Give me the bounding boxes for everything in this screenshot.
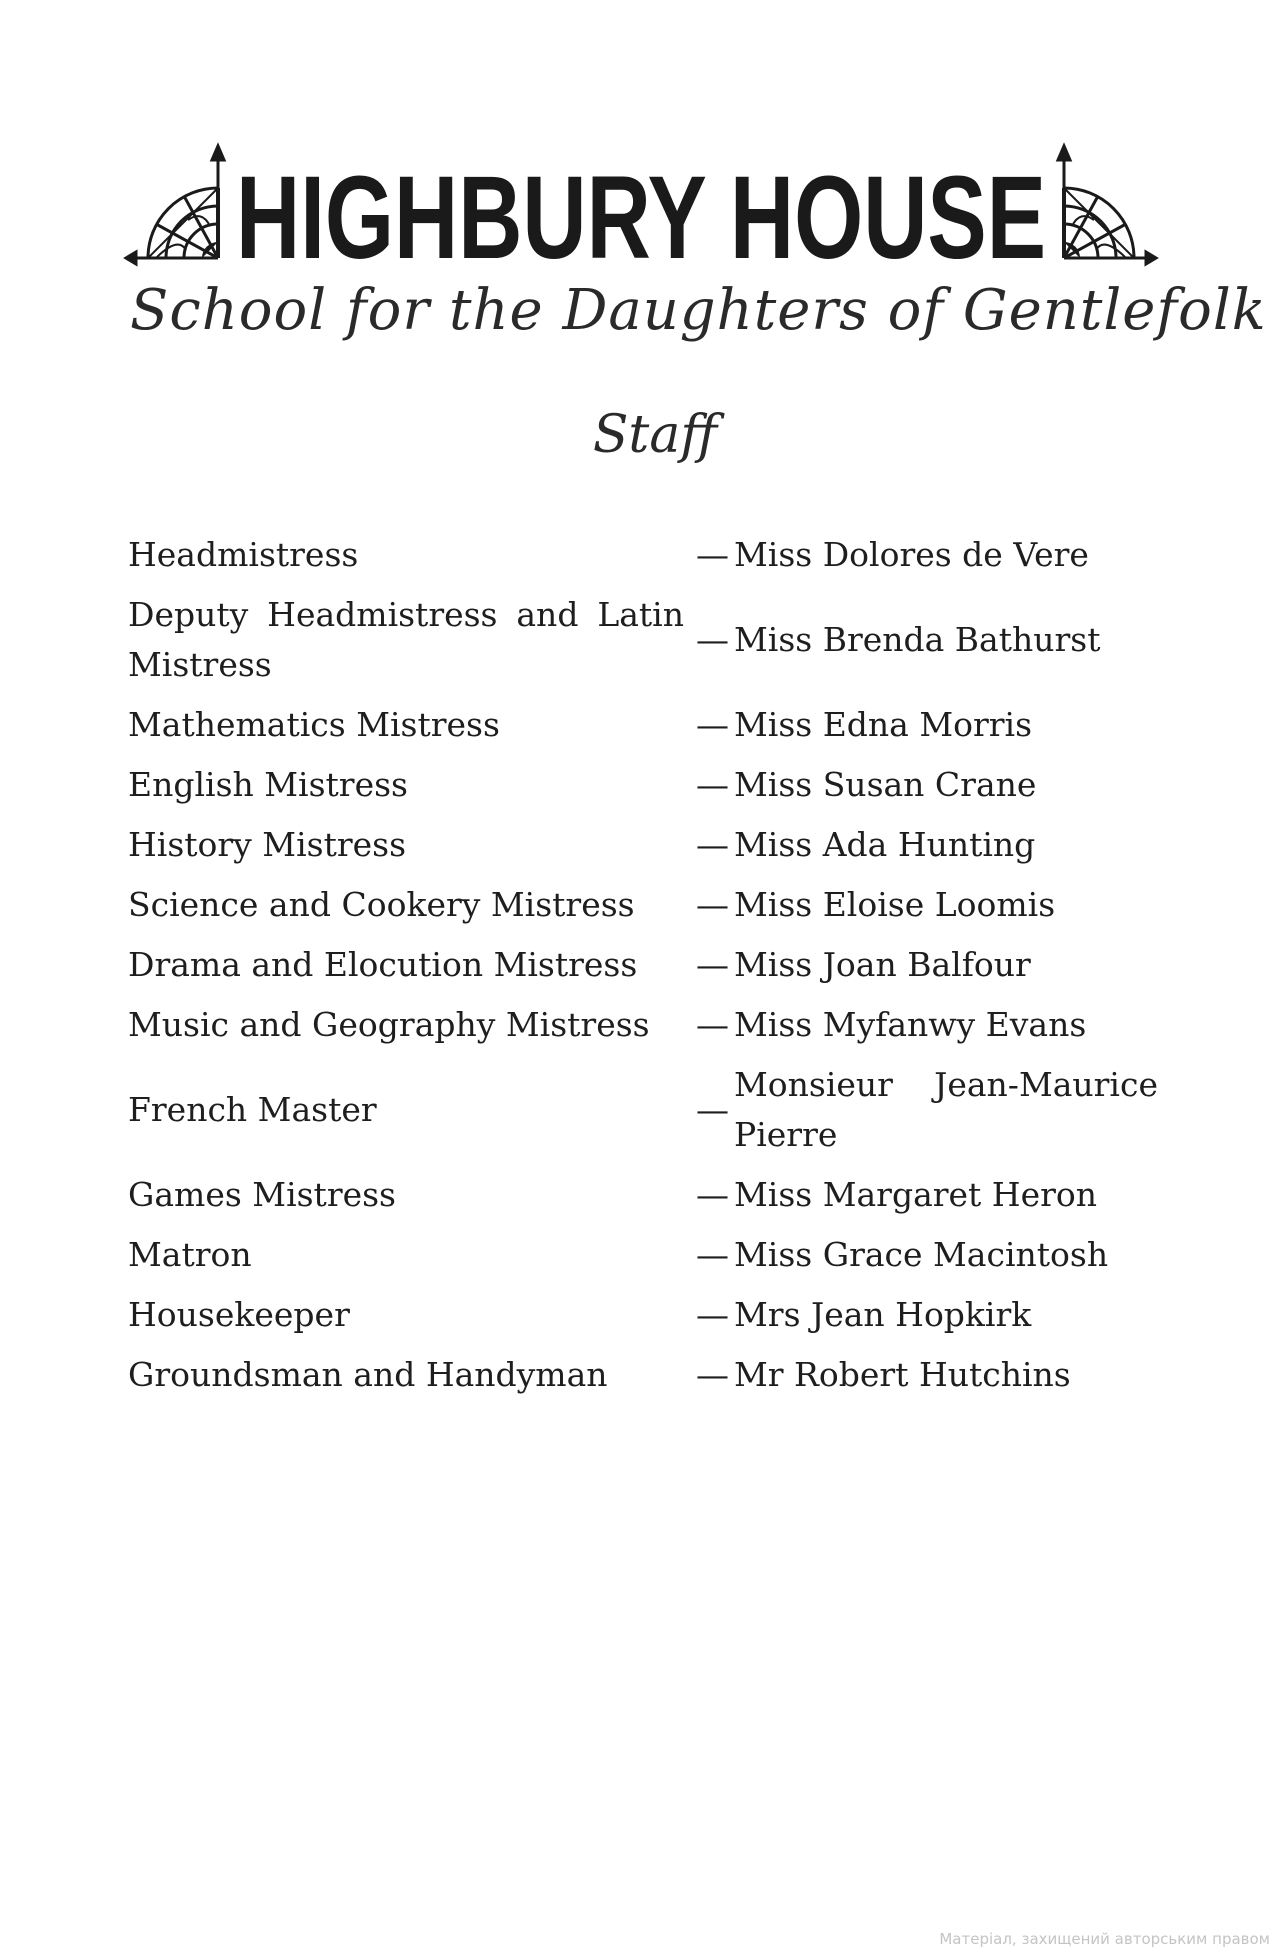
staff-dash: —: [696, 945, 729, 984]
staff-dash: —: [696, 1355, 729, 1394]
staff-role: English Mistress: [128, 765, 408, 804]
staff-dash: —: [696, 1005, 729, 1044]
staff-dash: —: [696, 1295, 729, 1334]
staff-role: Deputy Headmistress and Latin Mistress: [128, 595, 684, 684]
staff-name: Miss Joan Balfour: [734, 945, 1031, 984]
staff-dash: —: [696, 1235, 729, 1274]
staff-role: Groundsman and Handyman: [128, 1355, 608, 1394]
staff-row: [128, 1230, 1158, 1280]
staff-row: [128, 1350, 1158, 1400]
staff-row: [128, 1000, 1158, 1050]
staff-row: [128, 880, 1158, 930]
staff-dash: —: [696, 1175, 729, 1214]
staff-row: [128, 1290, 1158, 1340]
staff-dash: —: [696, 535, 729, 574]
staff-role: Headmistress: [128, 535, 359, 574]
staff-name: Miss Ada Hunting: [734, 825, 1036, 864]
staff-row: [128, 700, 1158, 750]
staff-name: Monsieur Jean-Maurice Pierre: [734, 1065, 1158, 1154]
staff-row: [128, 820, 1158, 870]
staff-role: Games Mistress: [128, 1175, 396, 1214]
staff-dash: —: [696, 1090, 729, 1129]
staff-name: Miss Susan Crane: [734, 765, 1037, 804]
fan-ornament-icon: [126, 146, 224, 264]
staff-dash: —: [696, 620, 729, 659]
staff-role: Music and Geography Mistress: [128, 1005, 650, 1044]
staff-name: Miss Dolores de Vere: [734, 535, 1089, 574]
school-title: HIGHBURY HOUSE: [236, 152, 1046, 284]
staff-name: Miss Brenda Bathurst: [734, 620, 1101, 659]
staff-row: [128, 1060, 1158, 1160]
staff-row: [128, 530, 1158, 580]
staff-row: [128, 760, 1158, 810]
staff-name: Miss Edna Morris: [734, 705, 1033, 744]
staff-dash: —: [696, 705, 729, 744]
staff-name: Miss Margaret Heron: [734, 1175, 1097, 1214]
school-header: [126, 140, 1156, 284]
staff-row: [128, 940, 1158, 990]
staff-role: Mathematics Mistress: [128, 705, 500, 744]
staff-dash: —: [696, 885, 729, 924]
staff-name: Miss Myfanwy Evans: [734, 1005, 1087, 1044]
staff-dash: —: [696, 765, 729, 804]
staff-role: History Mistress: [128, 825, 407, 864]
staff-name: Miss Eloise Loomis: [734, 885, 1056, 924]
staff-role: Drama and Elocution Mistress: [128, 945, 638, 984]
fan-ornament-icon: [1058, 146, 1156, 264]
staff-role: Housekeeper: [128, 1295, 350, 1334]
header-graphic: [126, 140, 1156, 284]
staff-role: French Master: [128, 1090, 377, 1129]
staff-name: Mr Robert Hutchins: [734, 1355, 1071, 1394]
copyright-watermark: Матеріал, захищений авторським правом: [939, 1930, 1270, 1948]
staff-row: [128, 590, 1158, 690]
school-subtitle: School for the Daughters of Gentlefolk: [130, 278, 1267, 343]
staff-name: Mrs Jean Hopkirk: [734, 1295, 1032, 1334]
staff-role: Science and Cookery Mistress: [128, 885, 635, 924]
staff-name: Miss Grace Macintosh: [734, 1235, 1109, 1274]
section-title: Staff: [592, 405, 718, 465]
staff-list: [128, 530, 1158, 1410]
staff-role: Matron: [128, 1235, 252, 1274]
staff-dash: —: [696, 825, 729, 864]
staff-row: [128, 1170, 1158, 1220]
